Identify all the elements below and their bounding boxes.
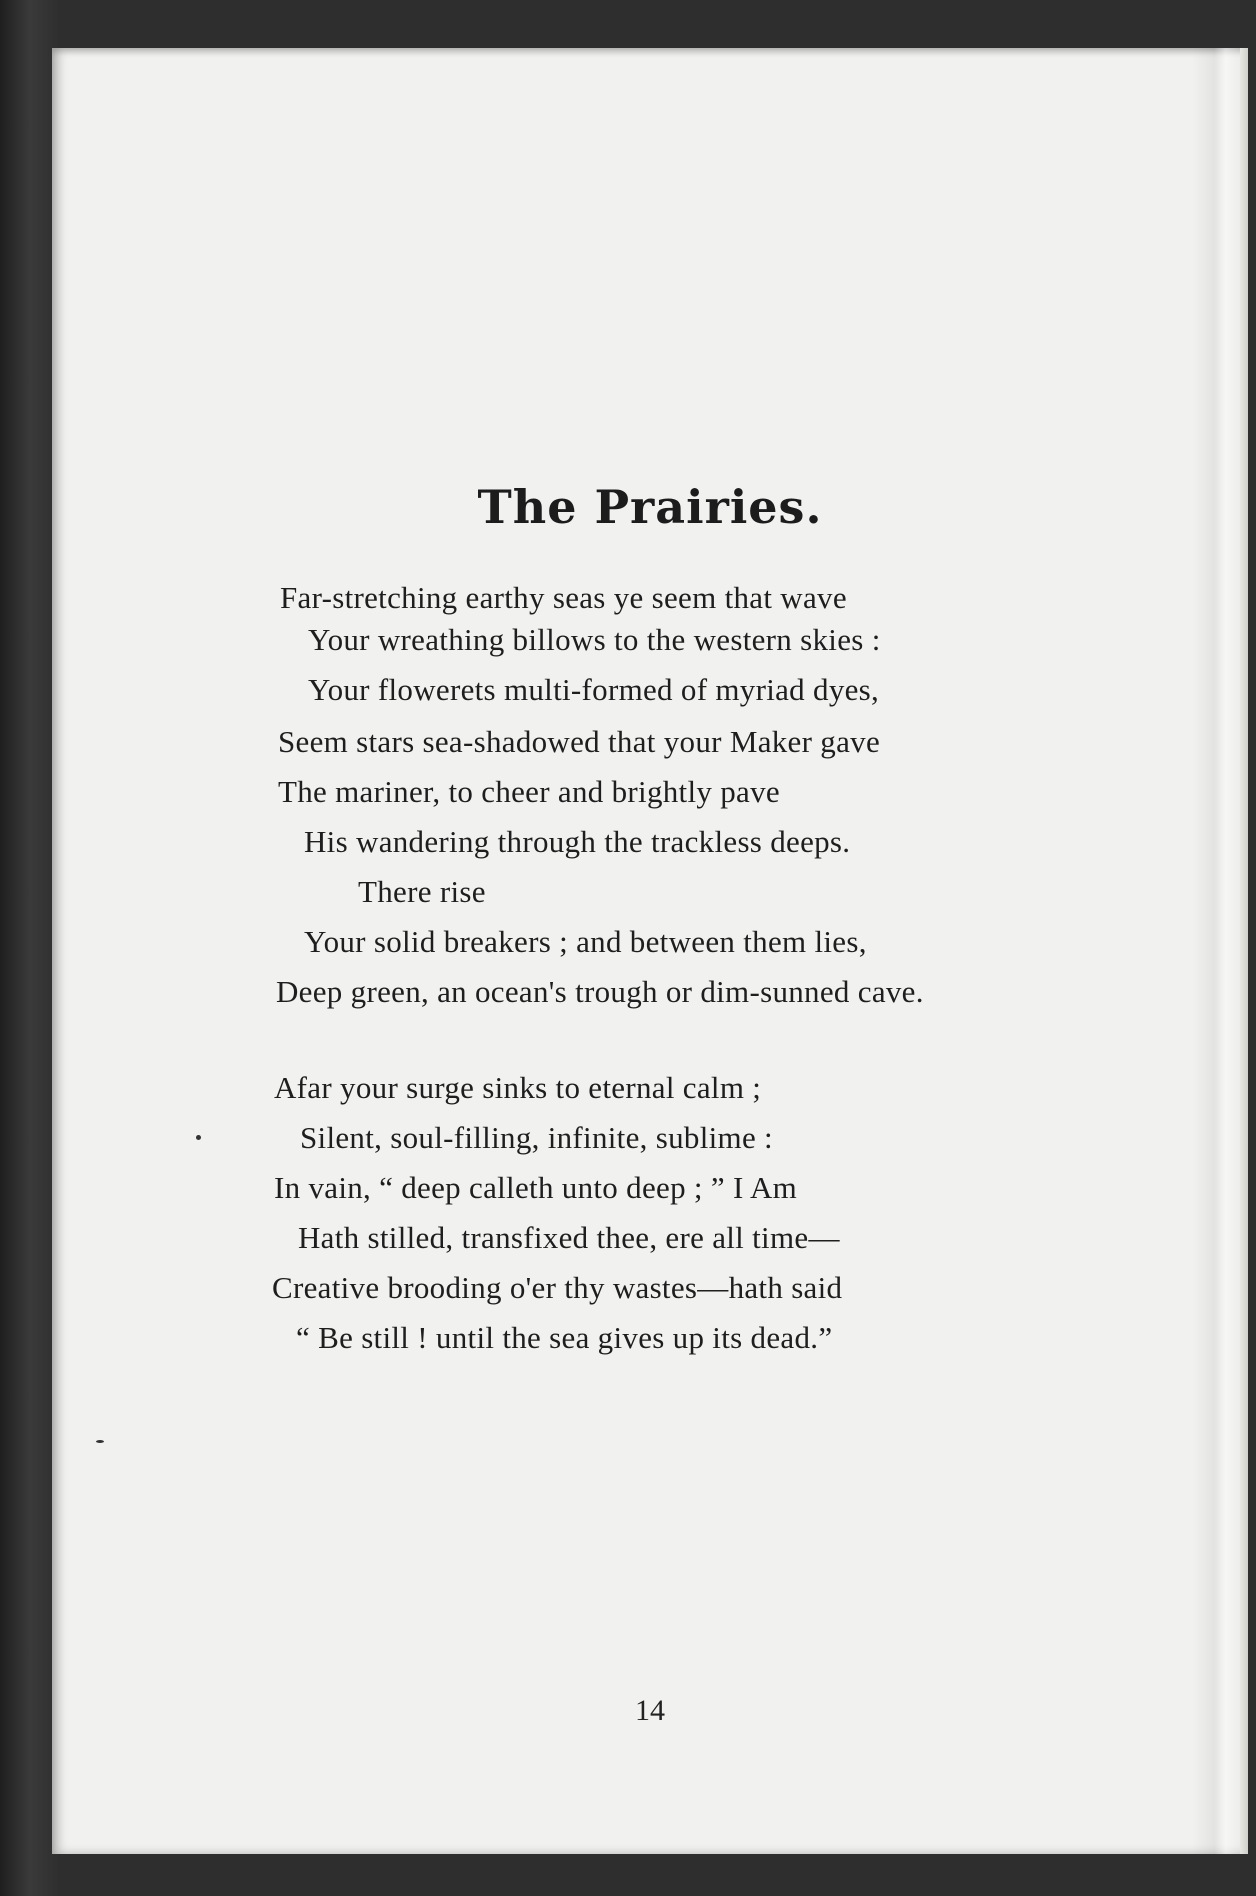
poem-body — [52, 48, 1248, 1854]
poem-line: Far-stretching earthy seas ye seem that wave — [280, 580, 847, 615]
poem-line: In vain, “ deep calleth unto deep ; ” I Am — [274, 1170, 798, 1205]
poem-line: There rise — [358, 874, 486, 909]
poem-line: Your wreathing billows to the western skies : — [308, 622, 881, 657]
poem-title: The Prairies. — [477, 480, 823, 534]
poem-line: The mariner, to cheer and brightly pave — [278, 774, 780, 809]
book-page — [52, 48, 1248, 1854]
poem-line: Your solid breakers ; and between them lies, — [304, 924, 867, 959]
poem-line: Silent, soul-filling, infinite, sublime : — [300, 1120, 773, 1155]
ink-speck — [96, 1440, 104, 1443]
poem-line: Seem stars sea-shadowed that your Maker gave — [278, 724, 881, 759]
poem-line: Hath stilled, transfixed thee, ere all time— — [298, 1220, 840, 1255]
poem-line: Afar your surge sinks to eternal calm ; — [274, 1070, 762, 1105]
poem-line: His wandering through the trackless deeps. — [304, 824, 851, 859]
poem-line: Deep green, an ocean's trough or dim-sunned cave. — [276, 974, 924, 1009]
poem-line: “ Be still ! until the sea gives up its dead.” — [296, 1320, 833, 1355]
poem-line: Your flowerets multi-formed of myriad dyes, — [308, 672, 880, 707]
ink-speck — [196, 1135, 201, 1140]
page-number: 14 — [635, 1694, 665, 1727]
poem-line: Creative brooding o'er thy wastes—hath said — [272, 1270, 843, 1305]
